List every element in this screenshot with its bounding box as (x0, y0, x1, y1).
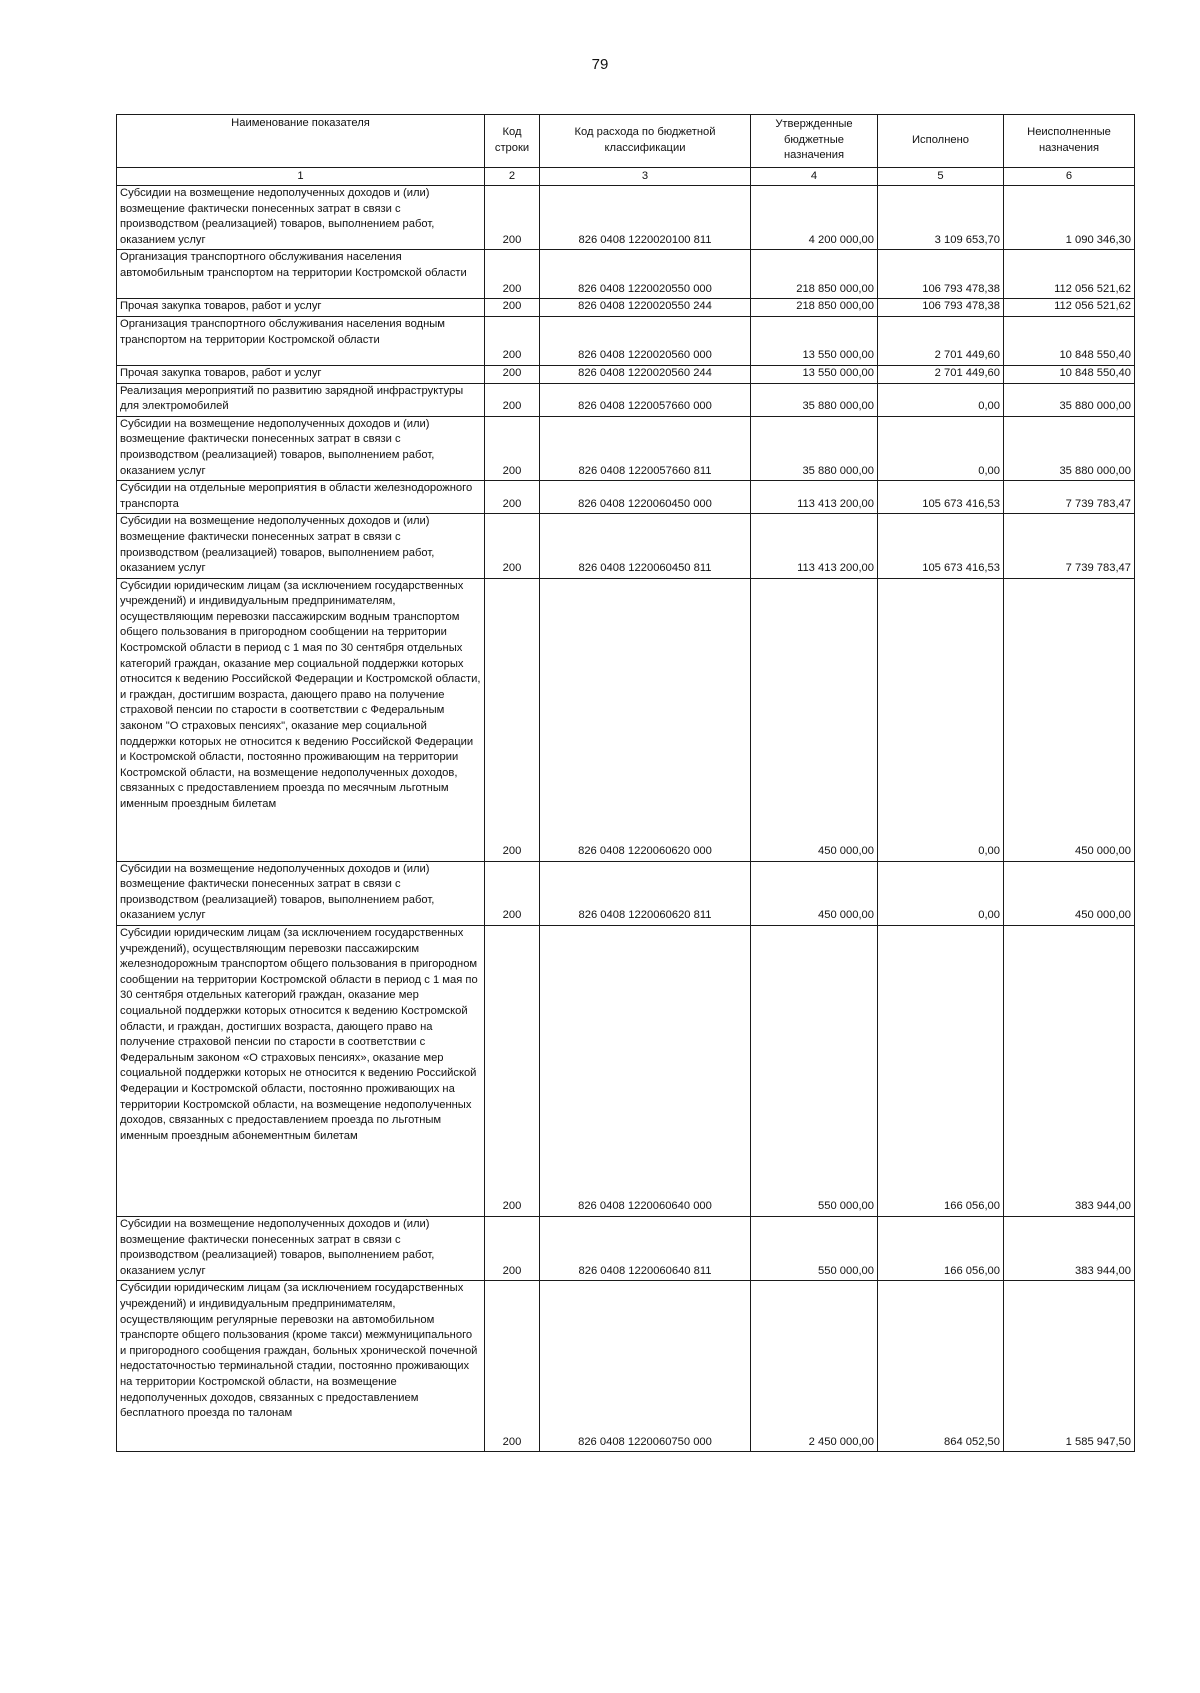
row-executed-cell: 0,00 (878, 578, 1004, 861)
table-row (117, 250, 1135, 299)
row-approved-cell: 2 450 000,00 (751, 1281, 878, 1452)
row-approved-cell: 450 000,00 (751, 861, 878, 925)
table-row (117, 299, 1135, 317)
table-row (117, 1217, 1135, 1281)
row-executed-cell: 106 793 478,38 (878, 250, 1004, 299)
row-unexecuted-cell: 383 944,00 (1004, 926, 1135, 1217)
column-number: 3 (540, 168, 751, 186)
row-classification-cell: 826 0408 1220060640 000 (540, 926, 751, 1217)
row-name-cell: Субсидии на возмещение недополученных доходов и (или) возмещение фактически понесенных затрат в связи с производством (реализацией) товаров, выполнением работ, оказанием услуг (117, 186, 485, 250)
row-unexecuted-cell: 383 944,00 (1004, 1217, 1135, 1281)
row-name-cell: Субсидии на возмещение недополученных доходов и (или) возмещение фактически понесенных затрат в связи с производством (реализацией) товаров, выполнением работ, оказанием услуг (117, 514, 485, 578)
row-name-cell: Прочая закупка товаров, работ и услуг (117, 299, 485, 317)
row-line-code-cell: 200 (485, 926, 540, 1217)
header-name: Наименование показателя (117, 115, 485, 168)
table-row (117, 186, 1135, 250)
row-name-cell: Прочая закупка товаров, работ и услуг (117, 365, 485, 383)
header-executed: Исполнено (878, 115, 1004, 168)
row-line-code-cell: 200 (485, 578, 540, 861)
row-executed-cell: 0,00 (878, 861, 1004, 925)
row-name-cell: Организация транспортного обслуживания населения автомобильным транспортом на территории Костромской области (117, 250, 485, 299)
row-classification-cell: 826 0408 1220020560 244 (540, 365, 751, 383)
row-executed-cell: 105 673 416,53 (878, 481, 1004, 514)
row-classification-cell: 826 0408 1220057660 811 (540, 416, 751, 480)
budget-execution-table (116, 114, 1135, 1452)
row-classification-cell: 826 0408 1220060750 000 (540, 1281, 751, 1452)
row-executed-cell: 2 701 449,60 (878, 365, 1004, 383)
row-unexecuted-cell: 10 848 550,40 (1004, 365, 1135, 383)
row-line-code-cell: 200 (485, 383, 540, 416)
header-line-code: Код строки (485, 115, 540, 168)
table-row (117, 578, 1135, 861)
row-executed-cell: 3 109 653,70 (878, 186, 1004, 250)
row-unexecuted-cell: 1 090 346,30 (1004, 186, 1135, 250)
row-unexecuted-cell: 35 880 000,00 (1004, 416, 1135, 480)
row-approved-cell: 35 880 000,00 (751, 416, 878, 480)
page-number: 79 (591, 56, 609, 73)
row-name-cell: Субсидии юридическим лицам (за исключением государственных учреждений) и индивидуальным предпринимателям, осуществляющим регулярные перевозки на автомобильном транспорте общего пользования (кроме такси) межмуниципального и пригородного сообщения граждан, больных хронической почечной недостаточностью терминальной стадии, постоянно проживающих на территории Костромской области, на возмещение недополученных доходов, связанных с предоставлением бесплатного проезда по талонам (117, 1281, 485, 1452)
row-approved-cell: 550 000,00 (751, 1217, 878, 1281)
row-approved-cell: 113 413 200,00 (751, 514, 878, 578)
row-classification-cell: 826 0408 1220020100 811 (540, 186, 751, 250)
row-line-code-cell: 200 (485, 1217, 540, 1281)
table-body (117, 186, 1135, 1452)
row-unexecuted-cell: 7 739 783,47 (1004, 514, 1135, 578)
row-name-cell: Организация транспортного обслуживания населения водным транспортом на территории Костромской области (117, 316, 485, 365)
row-executed-cell: 0,00 (878, 383, 1004, 416)
row-approved-cell: 218 850 000,00 (751, 250, 878, 299)
row-line-code-cell: 200 (485, 481, 540, 514)
row-line-code-cell: 200 (485, 186, 540, 250)
header-approved: Утвержденные бюджетные назначения (751, 115, 878, 168)
row-classification-cell: 826 0408 1220020550 244 (540, 299, 751, 317)
table-row (117, 861, 1135, 925)
row-classification-cell: 826 0408 1220020560 000 (540, 316, 751, 365)
table-header (117, 115, 1135, 186)
row-name-cell: Субсидии на возмещение недополученных доходов и (или) возмещение фактически понесенных затрат в связи с производством (реализацией) товаров, выполнением работ, оказанием услуг (117, 416, 485, 480)
row-approved-cell: 13 550 000,00 (751, 365, 878, 383)
row-executed-cell: 166 056,00 (878, 1217, 1004, 1281)
header-row (117, 115, 1135, 168)
row-executed-cell: 166 056,00 (878, 926, 1004, 1217)
row-unexecuted-cell: 450 000,00 (1004, 578, 1135, 861)
column-number-row (117, 168, 1135, 186)
row-line-code-cell: 200 (485, 299, 540, 317)
row-unexecuted-cell: 112 056 521,62 (1004, 250, 1135, 299)
row-executed-cell: 105 673 416,53 (878, 514, 1004, 578)
column-number: 4 (751, 168, 878, 186)
table-row (117, 416, 1135, 480)
row-approved-cell: 450 000,00 (751, 578, 878, 861)
row-name-cell: Субсидии на отдельные мероприятия в области железнодорожного транспорта (117, 481, 485, 514)
row-unexecuted-cell: 10 848 550,40 (1004, 316, 1135, 365)
column-number: 1 (117, 168, 485, 186)
row-approved-cell: 13 550 000,00 (751, 316, 878, 365)
row-unexecuted-cell: 7 739 783,47 (1004, 481, 1135, 514)
row-executed-cell: 0,00 (878, 416, 1004, 480)
table-row (117, 383, 1135, 416)
row-approved-cell: 218 850 000,00 (751, 299, 878, 317)
row-approved-cell: 35 880 000,00 (751, 383, 878, 416)
table-row (117, 481, 1135, 514)
row-name-cell: Субсидии на возмещение недополученных доходов и (или) возмещение фактически понесенных затрат в связи с производством (реализацией) товаров, выполнением работ, оказанием услуг (117, 861, 485, 925)
table-row (117, 926, 1135, 1217)
row-line-code-cell: 200 (485, 1281, 540, 1452)
row-classification-cell: 826 0408 1220020550 000 (540, 250, 751, 299)
row-executed-cell: 106 793 478,38 (878, 299, 1004, 317)
table-row (117, 1281, 1135, 1452)
row-classification-cell: 826 0408 1220060450 811 (540, 514, 751, 578)
table-row (117, 365, 1135, 383)
row-name-cell: Субсидии на возмещение недополученных доходов и (или) возмещение фактически понесенных затрат в связи с производством (реализацией) товаров, выполнением работ, оказанием услуг (117, 1217, 485, 1281)
row-line-code-cell: 200 (485, 861, 540, 925)
row-line-code-cell: 200 (485, 250, 540, 299)
row-line-code-cell: 200 (485, 514, 540, 578)
row-classification-cell: 826 0408 1220060620 000 (540, 578, 751, 861)
row-name-cell: Субсидии юридическим лицам (за исключением государственных учреждений), осуществляющим перевозки пассажирским железнодорожным транспортом общего пользования в пригородном сообщении на территории Костромской области в период с 1 мая по 30 сентября отдельных категорий граждан, оказание мер социальной поддержки которых относится к ведению Костромской области, и граждан, достигших возраста, дающего право на получение страховой пенсии по старости в соответствии с Федеральным законом «О страховых пенсиях», оказание мер социальной поддержки которых не относится к ведению Российской Федерации и Костромской области, постоянно проживающих на территории Костромской области, на возмещение недополученных доходов, связанных с предоставлением проезда по льготным именным проездным абонементным билетам (117, 926, 485, 1217)
row-name-cell: Реализация мероприятий по развитию зарядной инфраструктуры для электромобилей (117, 383, 485, 416)
row-line-code-cell: 200 (485, 365, 540, 383)
row-unexecuted-cell: 35 880 000,00 (1004, 383, 1135, 416)
row-approved-cell: 550 000,00 (751, 926, 878, 1217)
table-row (117, 316, 1135, 365)
row-approved-cell: 4 200 000,00 (751, 186, 878, 250)
row-line-code-cell: 200 (485, 416, 540, 480)
row-classification-cell: 826 0408 1220057660 000 (540, 383, 751, 416)
row-classification-cell: 826 0408 1220060620 811 (540, 861, 751, 925)
column-number: 5 (878, 168, 1004, 186)
table-row (117, 514, 1135, 578)
column-number: 2 (485, 168, 540, 186)
row-classification-cell: 826 0408 1220060450 000 (540, 481, 751, 514)
row-line-code-cell: 200 (485, 316, 540, 365)
row-unexecuted-cell: 112 056 521,62 (1004, 299, 1135, 317)
row-classification-cell: 826 0408 1220060640 811 (540, 1217, 751, 1281)
column-number: 6 (1004, 168, 1135, 186)
row-unexecuted-cell: 450 000,00 (1004, 861, 1135, 925)
header-classification: Код расхода по бюджетной классификации (540, 115, 751, 168)
row-unexecuted-cell: 1 585 947,50 (1004, 1281, 1135, 1452)
row-executed-cell: 2 701 449,60 (878, 316, 1004, 365)
row-name-cell: Субсидии юридическим лицам (за исключением государственных учреждений) и индивидуальным предпринимателям, осуществляющим перевозки пассажирским водным транспортом общего пользования в пригородном сообщении на территории Костромской области в период с 1 мая по 30 сентября отдельных категорий граждан, оказание мер социальной поддержки которых относится к ведению Российской Федерации и Костромской области, и граждан, достигшим возраста, дающего право на получение страховой пенсии по старости в соответствии с Федеральным законом "О страховых пенсиях", оказание мер социальной поддержки которых не относится к ведению Российской Федерации и Костромской области, постоянно проживающим на территории Костромской области, на возмещение недополученных доходов, связанных с предоставлением проезда по месячным льготным именным проездным билетам (117, 578, 485, 861)
header-unexecuted: Неисполненные назначения (1004, 115, 1135, 168)
row-executed-cell: 864 052,50 (878, 1281, 1004, 1452)
row-approved-cell: 113 413 200,00 (751, 481, 878, 514)
